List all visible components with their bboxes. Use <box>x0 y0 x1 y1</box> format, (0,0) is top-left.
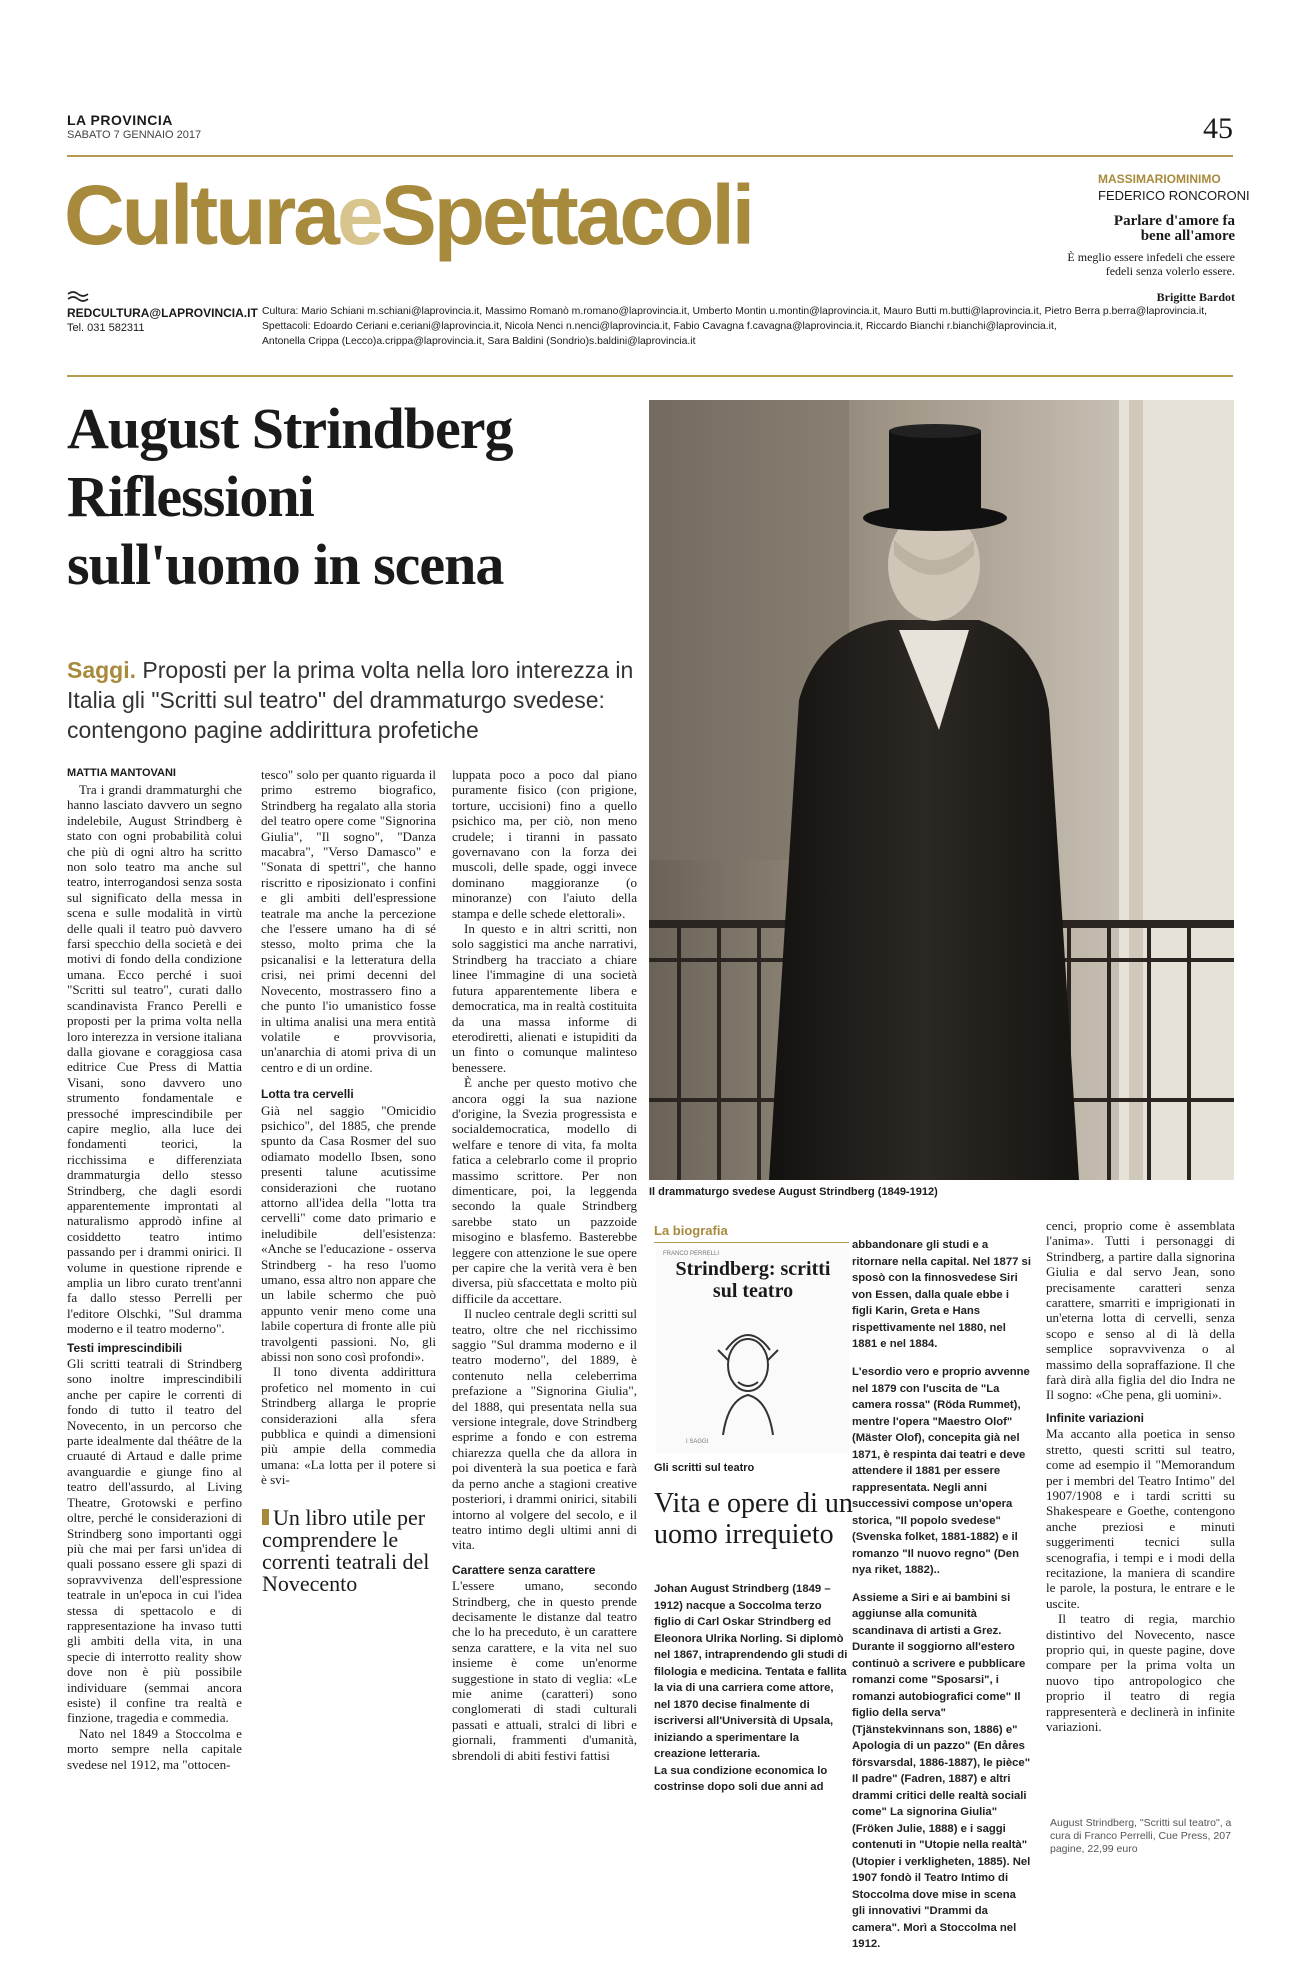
newspaper-name: LA PROVINCIA <box>67 112 173 128</box>
bio-column-1 <box>654 1581 849 1796</box>
bio-paragraph: Johan August Strindberg (1849 – 1912) nacque a Soccolma terzo figlio di Carl Oskar Strindberg ed Eleonora Ulrika Norling. Si diplomò nel 1867, intraprendendo gli studi di filologia e medicina. Tentata e fallita la via di una carriera come attore, nel 1870 decise finalmente di iscriversi all'Università di Upsala, iniziando a sperimentare la creazione letteraria. <box>654 1583 848 1760</box>
pull-quote-text: Un libro utile per comprendere le correnti teatrali del Novecento <box>262 1505 430 1596</box>
staff-list <box>262 304 1237 349</box>
massimario-title: Parlare d'amore fa bene all'amore <box>1113 213 1235 244</box>
page-number: 45 <box>1203 112 1233 145</box>
book-note: August Strindberg, "Scritti sul teatro", a cura di Franco Perrelli, Cue Press, 207 pagine, 22,99 euro <box>1050 1817 1232 1855</box>
paragraph: Il nucleo centrale degli scritti sul teatro, oltre che nel ricchissimo saggio "Sul dramma moderno e il teatro moderno", del 1889, è contenuto nella celeberrima prefazione a "Signorina Giulia", del 1888, qui presentata nella sua versione integrale, dove Strindberg esprime a fondo e con estrema chiarezza quella che da allora in poi diventerà la sua poetica e farà da perno anche a stagioni creative posteriori, i drammi onirici, sitabili intorno al volgere del secolo, e il teatro intimo degli ultimi anni di vita. <box>452 1306 637 1553</box>
bio-paragraph: abbandonare gli studi e a ritornare nella capital. Nel 1877 si sposò con la finnosvedese Siri von Essen, dalla quale ebbe i figli Karin, Greta e Hans rispettivamente nel 1880, nel 1881 e nel 1884. <box>852 1239 1031 1351</box>
headline-line: sull'uomo in scena <box>67 532 504 597</box>
redazione-email[interactable]: REDCULTURA@LAPROVINCIA.IT <box>67 306 258 320</box>
bio-subtitle: Gli scritti sul teatro <box>654 1462 755 1474</box>
paragraph: Nato nel 1849 a Stoccolma e morto sempre nella capitale svedese nel 1912, ma "ottocen- <box>67 1725 242 1772</box>
pull-quote-bar <box>262 1509 269 1525</box>
redazione-phone: Tel. 031 582311 <box>67 322 145 334</box>
headline-line: Riflessioni <box>67 464 314 529</box>
book-title: Strindberg: scritti sul teatro <box>675 1258 831 1302</box>
headline-line: August Strindberg <box>67 396 513 461</box>
section-title-cultura: Cultura <box>64 168 337 262</box>
massimario-kicker: MASSIMARIOMINIMO <box>1098 172 1221 186</box>
photo-caption: Il drammaturgo svedese August Strindberg (1849-1912) <box>649 1186 938 1198</box>
paragraph: Gli scritti teatrali di Strindberg sono inoltre imprescindibili anche per capire le correnti di fondo di tutto il teatro del Novecento, in un percorso che parte idealmente dal théâtre de la cruauté di Artaud e dalle prime avanguardie e giunge fino al teatro dell'assurdo, al Living Theatre, Grotowski e perfino oltre, perché le considerazioni di Strindberg sono importanti oggi più che mai per farsi un'idea di quali possano essere gli spazi di sopravvivenza dell'espressione teatrale in un'epoca in cui l'idea stessa di spettacolo e di rappresentazione ha invaso tutti gli ambiti della vita, in una specie di interrotto reality show dove non è più possibile individuare (semmai ancora esiste) il confine tra realtà e finzione, tragedia e commedia. <box>67 1356 242 1726</box>
article-column-2 <box>261 767 436 1488</box>
massimario-author: FEDERICO RONCORONI <box>1098 188 1250 203</box>
paragraph: L'essere umano, secondo Strindberg, che in questo prende decisamente le distanze dal teatro che lo ha preceduto, è un carattere senza carattere, e la vita nel suo insieme è come un'enorme suggestione in stato di veglia: «Le mie anime (caratteri) sono conglomerati di stadi culturali passati e attuali, stralci di libri e giornali, frammenti d'umanità, sbrendoli di abiti festivi fattisi <box>452 1578 637 1763</box>
book-publisher: I SAGGI <box>686 1439 709 1445</box>
pull-quote <box>262 1507 432 1595</box>
bio-paragraph: La sua condizione economica lo costrinse dopo soli due anni ad <box>654 1764 828 1793</box>
massimario-signature: Brigitte Bardot <box>1156 290 1235 304</box>
paragraph: tesco" solo per quanto riguarda il primo estremo biografico, Strindberg ha regalato alla storia del teatro opere come "Signorina Giulia", "Il sogno", "Danza macabra", "Verso Damasco" e "Sonata di spettri", che hanno riscritto e riposizionato i confini e gli ambiti dell'espressione teatrale ma anche la percezione che l'essere umano ha di sé stesso, molto prima che la psicanalisi e la letteratura della crisi, nei primi decenni del Novecento, mostrassero fino a che punto l'io umanistico fosse in ultima analisi una mera entità volatile e provvisoria, un'anarchia di atomi priva di un centro e di un ordine. <box>261 767 436 1075</box>
bio-label: La biografia <box>654 1223 728 1238</box>
header-rule <box>67 375 1233 377</box>
staff-line: Antonella Crippa (Lecco)a.crippa@laprovincia.it, Sara Baldini (Sondrio)s.baldini@laprovincia.it <box>262 336 696 347</box>
deck-text: Proposti per la prima volta nella loro interezza in Italia gli "Scritti sul teatro" del drammaturgo svedese: contengono pagine addirittura profetiche <box>67 657 634 743</box>
section-title-e: e <box>337 168 381 262</box>
top-rule <box>67 155 1233 157</box>
paragraph: Il tono diventa addirittura profetico nel momento in cui Strindberg allarga le proprie considerazioni alla sfera pubblica e quindi a dimensioni più ampie della commedia umana: «La lotta per il potere si è svi- <box>261 1364 436 1488</box>
bio-column-2 <box>852 1226 1032 1964</box>
staff-line: Spettacoli: Edoardo Ceriani e.ceriani@laprovincia.it, Nicola Nenci n.nenci@laprovincia.it, Fabio Cavagna f.cavagna@laprovincia.it, Riccardo Bianchi r.bianchi@laprovincia.it, <box>262 321 1057 332</box>
subheading: Carattere senza carattere <box>452 1562 596 1577</box>
paragraph: cenci, proprio come è assemblata l'anima». Tutti i personaggi di Strindberg, a partire dalla signorina Giulia e dal servo Jean, sono precisamente caratteri senza carattere, smarriti e imprigionati in un'eterna lotta di cervelli, senza scopo e senso al di là della semplice sopravvivenza o al massimo della sopraffazione. Il che farà dirà alla figlia del dio Indra ne Il sogno: «Che pena, gli uomini». <box>1046 1218 1235 1403</box>
paragraph: È anche per questo motivo che ancora oggi la sua nazione d'origine, la Svezia progressista e socialdemocratica, modello di welfare e tenore di vita, fa molta fatica a celebrarlo come il proprio massimo scrittore. Per non dimenticare, poi, la leggenda secondo la quale Strindberg sarebbe stato un pazzoide misogino e blasfemo. Basterebbe leggere con attenzione le sue opere per capire che la verità vera è ben diversa, più sfaccettata e molto più difficile da accettare. <box>452 1075 637 1306</box>
article-column-3 <box>452 767 637 1763</box>
book-author: FRANCO PERRELLI <box>663 1251 720 1257</box>
article-headline <box>67 395 637 599</box>
paragraph: Ma accanto alla poetica in senso stretto, questi scritti sul teatro, come ad esempio il "Memorandum per i membri del Teatro Intimo" del 1907/1908 e i tardi scritti su Shakespeare e Goethe, contengono anche preziosi e minuti suggerimenti tecnici sulla scenografia, i tempi e i modi della recitazione, la maniera di scandire le parole, la postura, le entrare e le uscite. <box>1046 1426 1235 1611</box>
paragraph: Tra i grandi drammaturghi che hanno lasciato davvero un segno indelebile, August Strindberg è stato con ogni probabilità colui che più di ogni altro ha scritto non solo teatro ma anche sul teatro, interrogandosi senza sosta sul significato della messa in scena e sulle modalità in virtù delle quali il teatro può davvero farsi specchio della società e dei motivi di fondo della condizione umana. Ecco perché i suoi "Scritti sul teatro", curati dallo scandinavista Franco Perelli e proposti per la prima volta nella loro interezza in versione italiana dalla giovane e coraggiosa casa editrice Cue Press di Mattia Visani, sono davvero uno strumento fondamentale e pressoché imprescindibile per capire meglio, alla luce dei fondamenti teorici, la ricchissima e differenziata drammaturgia dello stesso Strindberg, che dagli esordi apparentemente improntati al naturalismo approdò infine al cosiddetto teatro intimo passando per i drammi onirici. Il volume in questione riprende e amplia un libro curato trent'anni fa dallo stesso Perrelli per l'editore Olschki, "Sul dramma moderno e il teatro moderno". <box>67 782 242 1337</box>
article-column-1 <box>67 782 242 1772</box>
staff-line: Cultura: Mario Schiani m.schiani@laprovincia.it, Massimo Romanò m.romano@laprovincia.it, Umberto Montin u.montin@laprovincia.it, Mauro Butti m.butti@laprovincia.it, Pietro Berra p.berra@laprovincia.it, <box>262 306 1207 317</box>
bio-paragraph: L'esordio vero e proprio avvenne nel 1879 con l'uscita de "La camera rossa" (Röda Rummet), mentre l'opera "Maestro Olof" (Mäster Olof), concepita già nel 1871, è respinta dai teatri e deve attendere il 1881 per essere rappresentata. Negli anni successivi compose un'opera storica, "Il popolo svedese" (Svenska folket, 1881-1882) e il romanzo "Il nuovo regno" (Den nya riket, 1882).. <box>852 1366 1030 1577</box>
subheading: Testi imprescindibili <box>67 1340 183 1355</box>
paragraph: In questo e in altri scritti, non solo saggistici ma anche narrativi, Strindberg ha tracciato a chiare linee l'immagine di una società futura apparentemente libera e democratica, ma in realtà costituita da una massa informe di eterodiretti, alienati e istupiditi da un finto o comunque malinteso benessere. <box>452 921 637 1075</box>
section-title <box>64 160 752 270</box>
massimario-quote: È meglio essere infedeli che essere fedeli senza volerlo essere. <box>1067 250 1235 278</box>
paragraph: Già nel saggio "Omicidio psichico", del 1885, che prende spunto da Casa Rosmer del suo odiamato modello Ibsen, sono presenti talune acutissime considerazioni che ruotano attorno all'idea della "lotta tra cervelli" come dato primario e ineludibile dell'esistenza: «Anche se l'educazione - osserva Strindberg - ha reso l'uomo umano, essa altro non appare che un labile schermo che può appunto venir meno come una labile copertura di fronte alle più travolgenti passioni. No, gli abissi non sono così profondi». <box>261 1102 436 1365</box>
subheading: Lotta tra cervelli <box>261 1087 354 1102</box>
bio-paragraph: Assieme a Siri e ai bambini si aggiunse alla comunità scandinava di artisti a Grez. Durante il soggiorno all'estero continuò a scrivere e pubblicare romanzi come "Sposarsi", i romanzi autobiografici come" Il figlio della serva" (Tjänstekvinnans son, 1886) e" Apologia di un pazzo" (En dåres försvarsdal, 1886-1887), le pièce" Il padre" (Fadren, 1887) e altri drammi critici delle realtà sociali come" La signorina Giulia" (Fröken Julie, 1888) e i saggi contenuti in "Utopie nella realtà" (Utopier i verkligheten, 1885). Nel 1907 fondò il Teatro Intimo di Stoccolma dove mise in scena gli innovativi "Drammi da camera". Morì a Stoccolma nel 1912. <box>852 1591 1031 1951</box>
strindberg-photo <box>649 400 1234 1180</box>
portrait-sketch-icon <box>708 1320 788 1435</box>
article-deck <box>67 655 642 745</box>
wave-icon <box>67 290 89 302</box>
bio-rule <box>654 1242 849 1243</box>
article-column-5 <box>1046 1218 1235 1734</box>
paragraph: Il teatro di regia, marchio distintivo del Novecento, nasce proprio qui, in queste pagine, dove compare per la prima volta un nuovo tipo antropologico che proprio il teatro di regia rappresenterà e declinerà in infinite variazioni. <box>1046 1611 1235 1734</box>
section-title-spettacoli: Spettacoli <box>380 168 753 262</box>
issue-date: SABATO 7 GENNAIO 2017 <box>67 129 202 141</box>
byline: MATTIA MANTOVANI <box>67 767 176 779</box>
bio-headline: Vita e opere di un uomo irrequieto <box>654 1488 853 1550</box>
paragraph: luppata poco a poco dal piano puramente fisico (con prigione, torture, uccisioni) fino a quello psichico ma, per ciò, non meno crudele; i tiranni in passato governavano con la forza dei muscoli, delle spade, oggi invece dominano maggioranze (o minoranze) con l'aiuto della stampa e delle schede elettorali». <box>452 767 637 921</box>
deck-kicker: Saggi. <box>67 657 137 683</box>
subheading: Infinite variazioni <box>1046 1410 1145 1425</box>
